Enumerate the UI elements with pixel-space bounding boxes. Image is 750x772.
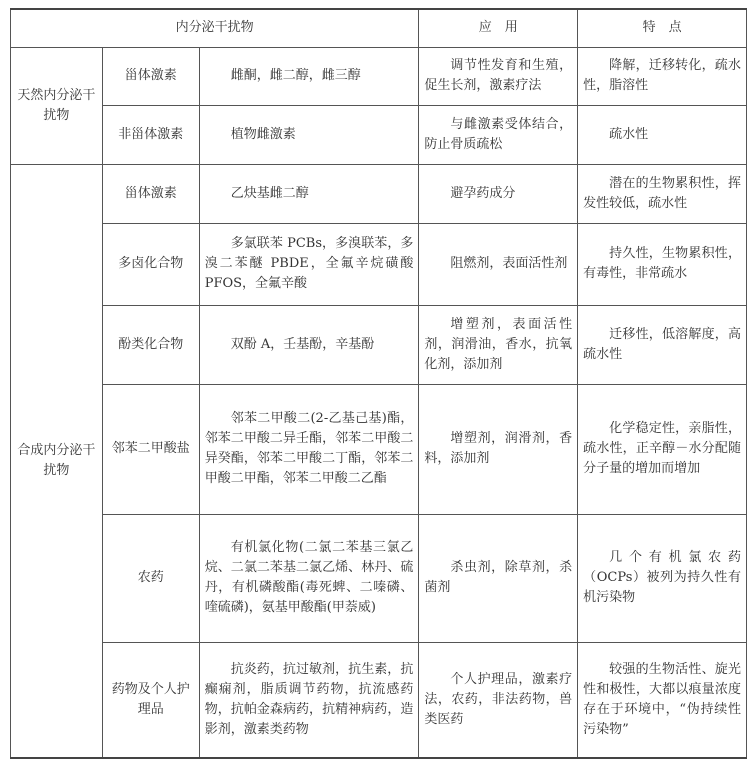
category: 多卤化合物 [102,223,199,305]
category: 非甾体激素 [102,105,199,164]
examples: 雌酮，雌二醇，雌三醇 [199,47,419,105]
header-row [11,9,747,47]
application: 增塑剂，表面活性剂，润滑油，香水，抗氧化剂，添加剂 [419,305,578,384]
table-row [11,47,747,105]
header-features: 特 点 [578,9,747,47]
application: 阻燃剂，表面活性剂 [419,223,578,305]
edc-table [10,8,747,759]
table-row [11,223,747,305]
category: 药物及个人护理品 [102,642,199,758]
table-row [11,105,747,164]
application: 调节性发育和生殖，促生长剂，激素疗法 [419,47,578,105]
features: 持久性，生物累积性，有毒性，非常疏水 [578,223,747,305]
application: 个人护理品，激素疗法，农药，非法药物，兽类医药 [419,642,578,758]
features: 较强的生物活性、旋光性和极性，大都以痕量浓度存在于环境中，“伪持续性污染物” [578,642,747,758]
application: 与雌激素受体结合，防止骨质疏松 [419,105,578,164]
features: 几个有机氯农药（OCPs）被列为持久性有机污染物 [578,514,747,642]
table-row [11,305,747,384]
features: 迁移性，低溶解度，高疏水性 [578,305,747,384]
features: 潜在的生物累积性，挥发性较低，疏水性 [578,164,747,223]
application: 增塑剂，润滑剂，香料，添加剂 [419,384,578,514]
features: 降解，迁移转化，疏水性，脂溶性 [578,47,747,105]
application: 避孕药成分 [419,164,578,223]
category: 邻苯二甲酸盐 [102,384,199,514]
features: 疏水性 [578,105,747,164]
examples: 乙炔基雌二醇 [199,164,419,223]
category: 农药 [102,514,199,642]
category: 甾体激素 [102,47,199,105]
examples: 双酚 A，壬基酚，辛基酚 [199,305,419,384]
examples: 植物雌激素 [199,105,419,164]
examples: 抗炎药，抗过敏剂，抗生素，抗癫痫剂，脂质调节药物，抗流感药物，抗帕金森病药，抗精神病药，造影剂，激素类药物 [199,642,419,758]
category: 酚类化合物 [102,305,199,384]
examples: 多氯联苯 PCBs，多溴联苯，多溴二苯醚 PBDE，全氟辛烷磺酸 PFOS，全氟辛酸 [199,223,419,305]
examples: 邻苯二甲酸二(2-乙基己基)酯，邻苯二甲酸二异壬酯，邻苯二甲酸二异癸酯，邻苯二甲酸二丁酯，邻苯二甲酸二甲酯，邻苯二甲酸二乙酯 [199,384,419,514]
header-substance: 内分泌干扰物 [11,9,419,47]
header-application: 应 用 [419,9,578,47]
application: 杀虫剂，除草剂，杀菌剂 [419,514,578,642]
table-row [11,384,747,514]
table-row [11,164,747,223]
category: 甾体激素 [102,164,199,223]
examples: 有机氯化物(二氯二苯基三氯乙烷、二氯二苯基二氯乙烯、林丹、硫丹，有机磷酸酯(毒死蜱、二嗪磷、喹硫磷)，氨基甲酸酯(甲萘威) [199,514,419,642]
group-name: 合成内分泌干扰物 [11,164,103,758]
table-row [11,514,747,642]
table-row [11,642,747,758]
group-name: 天然内分泌干扰物 [11,47,103,164]
features: 化学稳定性，亲脂性，疏水性，正辛醇－水分配随分子量的增加而增加 [578,384,747,514]
